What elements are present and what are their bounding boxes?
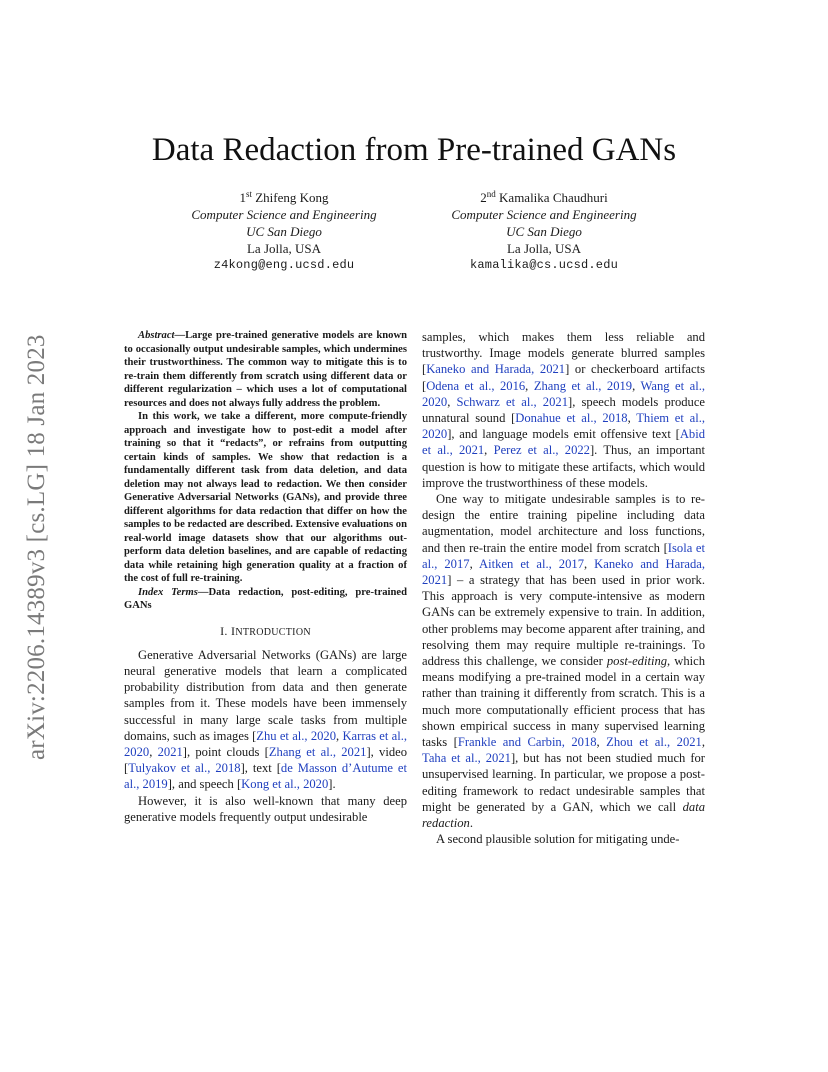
emphasis-term: post-editing: [606, 654, 668, 669]
intro-paragraph-2-cont: samples, which makes them less reliable and trustworthy. Image models generate blurred samples [Kaneko and Harada, 2021] or checkerboard artifacts [Odena et al., 2016, Zhang et al., 2019, Wang et al., 2020, Schwarz et al., 2021], speech models produce unnatural sound [Donahue et al., 2018, Thiem et al., 2020], and language models emit offensive text [Abid et al., 2021, Perez et al., 2022]. Thus, an important question is how to mitigate these artifacts, which would improve the trustworthiness of these models.: [422, 330, 706, 490]
paper-title: Data Redaction from Pre-trained GANs: [151, 132, 677, 168]
author-organization: UC San Diego: [246, 224, 322, 239]
intro-paragraph-3: One way to mitigate undesirable samples is to re-design the entire training pipeline including data augmentation, model architecture and loss functions, and then re-train the entire model from scratch [Isola et al., 2017, Aitken et al., 2017, Kaneko and Harada, 2021] – a strategy that has been used in prior work. This approach is very compute-intensive as modern GANs can be extremely expensive to train. In addition, other problems may become apparent after training, and resolving them may require multiple re-trainings. To address this challenge, we consider post-editing, which means modifying a pre-trained model in a certain way rather than training it differently from scratch. This is a much more computationally efficient process that has shown empirical success in many supervised learning tasks [Frankle and Carbin, 2018, Zhou et al., 2021, Taha et al., 2021], but has not been studied much for unsupervised learning. In particular, we propose a post-editing framework to redact undesirable samples that might be generated by a GAN, which we call data redaction.: [422, 492, 706, 831]
citation-link[interactable]: Aitken et al., 2017: [479, 556, 584, 571]
author-email: z4kong@eng.ucsd.edu: [213, 258, 355, 272]
author-block-2: [414, 189, 674, 274]
author-location: La Jolla, USA: [506, 241, 582, 256]
citation-link[interactable]: Taha et al., 2021: [422, 751, 511, 766]
citation-link[interactable]: Perez et al., 2022: [493, 443, 590, 458]
citation-link[interactable]: Isola et al., 2017: [422, 540, 705, 571]
author-block-1: [154, 189, 414, 274]
citation-link[interactable]: de Masson d’Autume et al., 2019: [124, 761, 407, 792]
citation-link[interactable]: Odena et al., 2016: [426, 378, 526, 393]
author-name-line: 1st Zhifeng Kong: [239, 189, 329, 205]
citation-link[interactable]: Abid et al., 2021: [422, 427, 705, 458]
author-department: Computer Science and Engineering: [451, 207, 637, 222]
citation-link[interactable]: Kaneko and Harada, 2021: [422, 556, 706, 588]
citation-link[interactable]: Wang et al., 2020: [422, 378, 705, 409]
citation-link[interactable]: Zhang et al., 2021: [268, 744, 367, 759]
citation-link[interactable]: Schwarz et al., 2021: [456, 394, 568, 409]
section-heading-introduction: I. INTRODUCTION: [220, 623, 311, 638]
citation-link[interactable]: Thiem et al., 2020: [422, 411, 705, 442]
abstract-paragraph-1: Abstract—Large pre-trained generative models are known to occasionally output undesirable samples, which undermines their trustworthiness. The common way to mitigate this is to re-train them differently from scratch using different data or different regularization – which uses a lot of computational resources and does not always fully address the problem.: [124, 330, 407, 409]
intro-paragraph-2: However, it is also well-known that many deep generative models frequently output undesirable: [124, 793, 407, 824]
index-terms: Index Terms—Data redaction, post-editing, pre-trained GANs: [124, 586, 407, 611]
author-name-line: 2nd Kamalika Chaudhuri: [480, 189, 608, 205]
author-email: kamalika@cs.ucsd.edu: [469, 258, 619, 272]
citation-link[interactable]: 2021: [157, 744, 183, 759]
intro-paragraph-4: A second plausible solution for mitigating unde-: [436, 832, 680, 847]
author-organization: UC San Diego: [506, 224, 582, 239]
author-department: Computer Science and Engineering: [191, 207, 377, 222]
citation-link[interactable]: Tulyakov et al., 2018: [128, 761, 241, 776]
intro-paragraph-1: Generative Adversarial Networks (GANs) are large neural generative models that learn a complicated probability distribution from data and then generate samples from it. These models have been immensely successful in many large scale tasks from multiple domains, such as images [Zhu et al., 2020, Karras et al., 2020, 2021], point clouds [Zhang et al., 2021], video [Tulyakov et al., 2018], text [de Masson d’Autume et al., 2019], and speech [Kong et al., 2020].: [124, 647, 408, 792]
citation-link[interactable]: Kaneko and Harada, 2021: [426, 362, 566, 377]
emphasis-term: data redaction: [422, 799, 705, 831]
citation-link[interactable]: Zhou et al., 2021: [606, 735, 702, 750]
citation-link[interactable]: Zhu et al., 2020: [256, 728, 337, 743]
abstract-paragraph-2: In this work, we take a different, more compute-friendly approach and investigate how to post-edit a model after training so that it “redacts”, or refrains from outputting certain kinds of samples. We show that redaction is a fundamentally different task from data deletion, and data deletion may not always lead to redaction. We then consider Generative Adversarial Networks (GANs), and provide three different algorithms for data redaction that differ on how the samples to be redacted are described. Extensive evaluations on real-world image datasets show that our algorithms out-perform data deletion baselines, and are capable of redacting data while retaining high generation quality at a fraction of the cost of full re-training.: [124, 411, 407, 584]
arxiv-identifier: arXiv:2206.14389v3 [cs.LG] 18 Jan 2023: [23, 334, 50, 760]
left-column: [124, 329, 407, 825]
citation-link[interactable]: Kong et al., 2020: [241, 777, 329, 792]
citation-link[interactable]: Donahue et al., 2018: [515, 411, 628, 426]
arxiv-identifier-sidebar: [22, 290, 52, 760]
author-location: La Jolla, USA: [246, 241, 322, 256]
citation-link[interactable]: Zhang et al., 2019: [533, 378, 633, 393]
citation-link[interactable]: Frankle and Carbin, 2018: [457, 735, 597, 750]
citation-link[interactable]: Karras et al., 2020: [124, 728, 407, 759]
right-column: [422, 329, 705, 848]
